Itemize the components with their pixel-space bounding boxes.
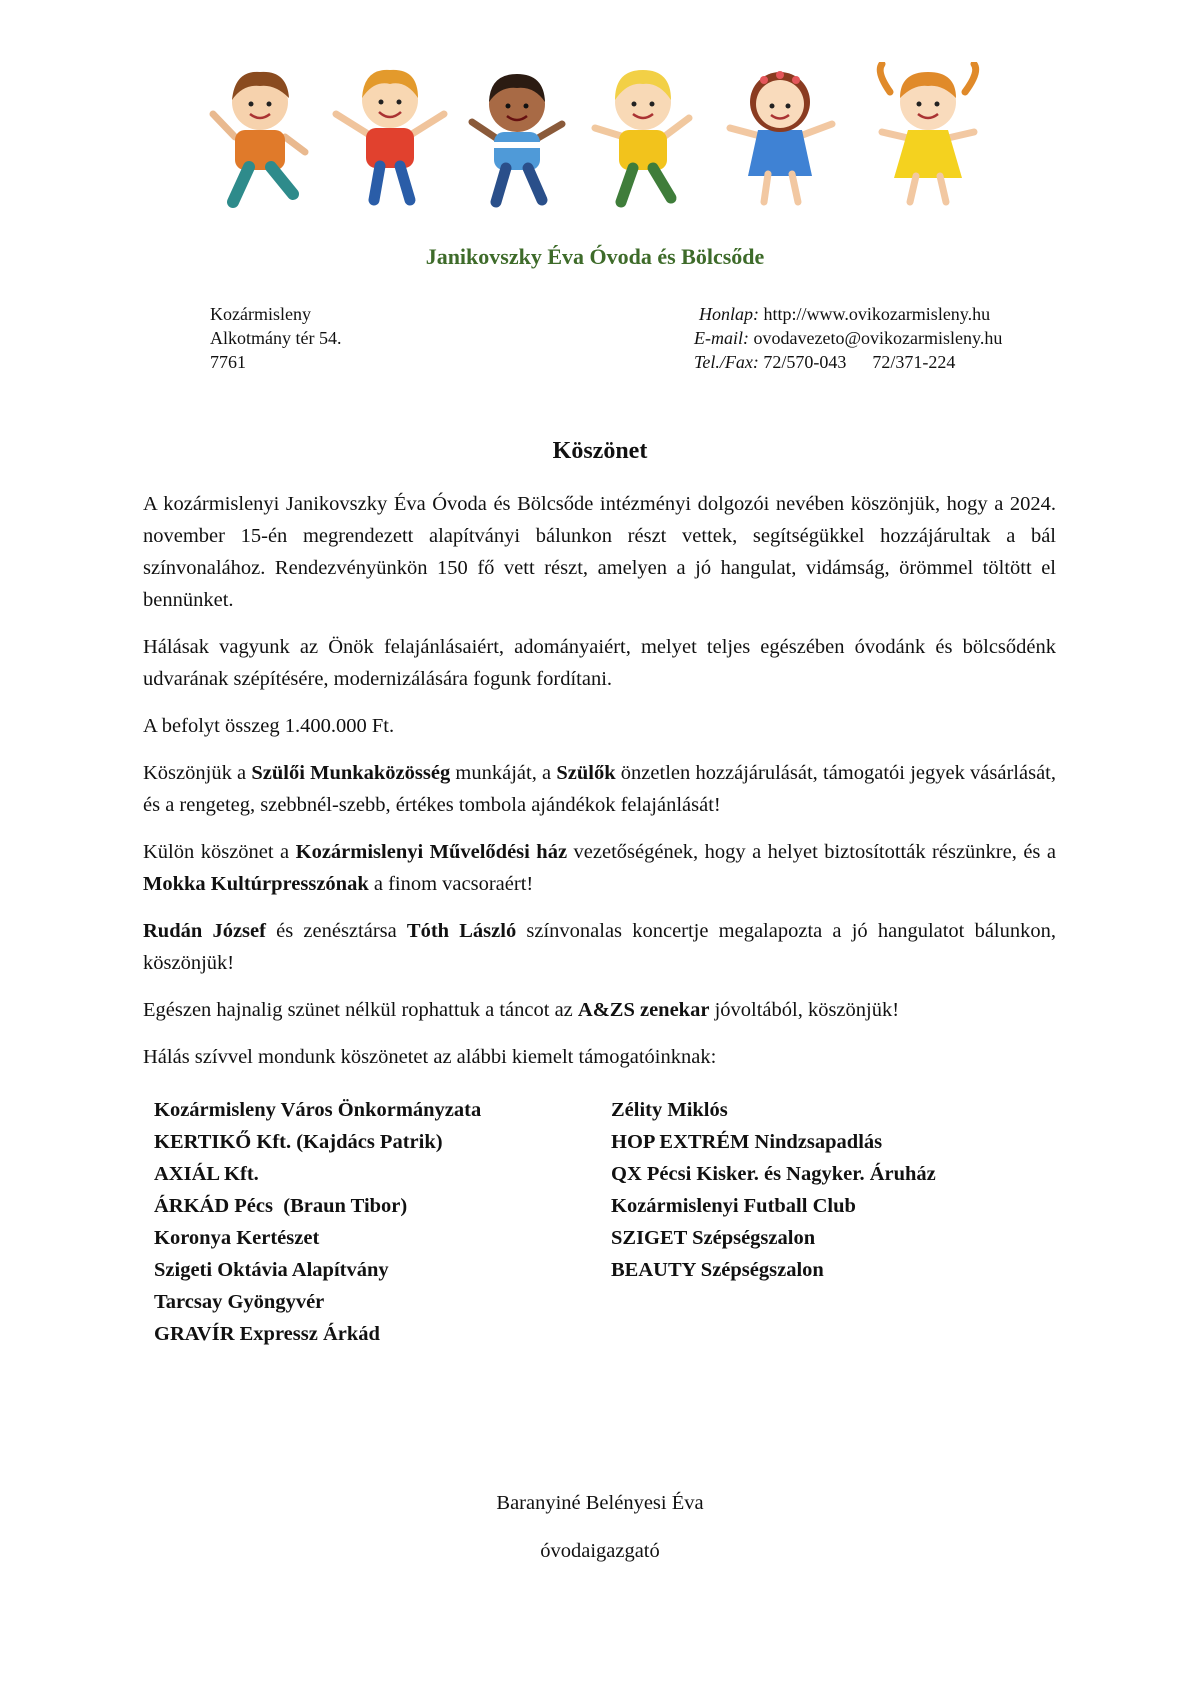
kid-illustration xyxy=(720,62,840,212)
signer-title: óvodaigazgató xyxy=(540,1540,660,1562)
letter-title: Köszönet xyxy=(552,438,648,464)
text-run: Egészen hajnalig szünet nélkül rophattuk a táncot az xyxy=(143,999,578,1021)
phone-label: Tel./Fax: xyxy=(694,352,759,372)
address-street: Alkotmány tér 54. xyxy=(210,328,342,348)
paragraph: A befolyt összeg 1.400.000 Ft. xyxy=(143,715,395,737)
phone-number-2: 72/371-224 xyxy=(872,352,956,372)
address-city: Kozármisleny xyxy=(210,304,311,324)
text-run: önzetlen hozzájárulását, támogatói jegyek vásárlását, és a rengeteg, szebbnél-szebb, értékes tombola ajándékok felajánlását! xyxy=(143,762,1056,816)
kid-illustration xyxy=(870,62,985,212)
text-run: jóvoltából, köszönjük! xyxy=(709,999,900,1021)
website-link[interactable]: http://www.ovikozarmisleny.hu xyxy=(763,304,991,324)
paragraph: A kozármislenyi Janikovszky Éva Óvoda és Bölcsőde intézményi dolgozói nevében köszönjük, hogy a 2024. november 15-én megrendezett alapítványi bálunkon részt vettek, segítségükkel hozzájárultak a bál színvonalához. Rendezvényünkön 150 fő vett részt, amelyen a jó hangulat, vidámság, örömmel töltött el bennünket. xyxy=(143,493,1056,611)
letter-body xyxy=(143,488,1056,1088)
sponsor-item: Szigeti Oktávia Alapítvány xyxy=(154,1259,389,1281)
sponsor-item: Kozármisleny Város Önkormányzata xyxy=(154,1099,482,1121)
text-run: színvonalas koncertje megalapozta a jó hangulatot bálunkon, köszönjük! xyxy=(143,920,1056,974)
text-run: munkáját, a xyxy=(450,762,557,784)
paragraph xyxy=(143,994,1056,1026)
sponsor-list-left xyxy=(154,1094,481,1350)
text-run: és zenésztársa xyxy=(265,920,407,942)
sponsor-item: Zélity Miklós xyxy=(611,1099,728,1121)
kid-illustration xyxy=(330,62,450,212)
sponsor-item: HOP EXTRÉM Nindzsapadlás xyxy=(611,1131,883,1153)
sponsor-item: GRAVÍR Expressz Árkád xyxy=(154,1323,380,1345)
school-name-heading: Janikovszky Éva Óvoda és Bölcsőde xyxy=(425,244,765,269)
text-run: Külön köszönet a xyxy=(143,841,296,863)
paragraph: Hálásak vagyunk az Önök felajánlásaiért, adományaiért, melyet teljes egészében óvodánk és bölcsődénk udvarának szépítésére, modernizálására fogunk fordítani. xyxy=(143,636,1056,690)
sponsor-item: AXIÁL Kft. xyxy=(154,1163,259,1185)
sponsor-item: Koronya Kertészet xyxy=(154,1227,320,1249)
kid-illustration xyxy=(205,62,315,212)
sponsor-item: ÁRKÁD Pécs (Braun Tibor) xyxy=(154,1195,408,1217)
bold-run: Rudán József xyxy=(143,920,266,942)
sponsor-item: Tarcsay Gyöngyvér xyxy=(154,1291,325,1313)
postal-address xyxy=(210,302,341,374)
email-link[interactable]: ovodavezeto@ovikozarmisleny.hu xyxy=(753,328,1003,348)
sponsor-item: SZIGET Szépségszalon xyxy=(611,1227,816,1249)
bold-run: A&ZS zenekar xyxy=(577,999,710,1021)
phone-number-1: 72/570-043 xyxy=(763,352,847,372)
sponsor-item: QX Pécsi Kisker. és Nagyker. Áruház xyxy=(611,1163,936,1185)
bold-run: Kozármislenyi Művelődési ház xyxy=(295,841,568,863)
paragraph xyxy=(143,836,1056,900)
sponsor-item: BEAUTY Szépségszalon xyxy=(611,1259,824,1281)
sponsor-item: Kozármislenyi Futball Club xyxy=(611,1195,856,1217)
bold-run: Szülői Munkaközösség xyxy=(251,762,451,784)
kid-illustration xyxy=(462,62,572,212)
paragraph xyxy=(143,757,1056,821)
sponsor-list-right xyxy=(611,1094,936,1286)
email-label: E-mail: xyxy=(694,328,749,348)
address-zip: 7761 xyxy=(210,352,246,372)
bold-run: Mokka Kultúrpresszónak xyxy=(143,873,369,895)
kids-banner-illustration xyxy=(0,62,1190,222)
kid-illustration xyxy=(585,62,700,212)
paragraph: Hálás szívvel mondunk köszönetet az alábbi kiemelt támogatóinknak: xyxy=(143,1046,717,1068)
bold-run: Szülők xyxy=(556,762,616,784)
text-run: a finom vacsoraért! xyxy=(368,873,534,895)
website-label: Honlap: xyxy=(699,304,759,324)
bold-run: Tóth László xyxy=(406,920,517,942)
signer-name: Baranyiné Belényesi Éva xyxy=(496,1492,704,1514)
sponsor-item: KERTIKŐ Kft. (Kajdács Patrik) xyxy=(154,1131,443,1153)
text-run: vezetőségének, hogy a helyet biztosították részünkre, és a xyxy=(567,841,1056,863)
paragraph xyxy=(143,915,1056,979)
text-run: Köszönjük a xyxy=(143,762,252,784)
contact-info xyxy=(694,302,1002,374)
